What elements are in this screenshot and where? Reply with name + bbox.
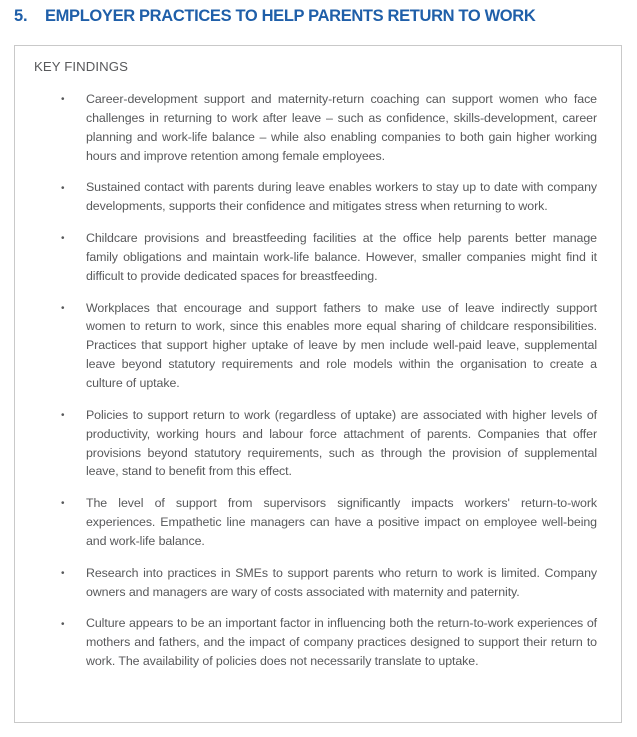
list-item-text: The level of support from supervisors significantly impacts workers' return-to-work experiences. Empathetic line managers can have a positive impact on employee well-being and work-life balance. <box>86 496 597 548</box>
bullet-icon <box>61 178 64 197</box>
bullet-icon <box>61 494 64 513</box>
list-item-text: Culture appears to be an important factor in influencing both the return-to-work experiences of mothers and fathers, and the impact of company practices designed to support their return to work. The availability of policies does not necessarily translate to uptake. <box>86 616 597 669</box>
bullet-icon <box>61 406 64 425</box>
list-item <box>29 90 607 165</box>
list-item <box>29 614 607 671</box>
list-item <box>29 178 607 216</box>
section-heading <box>0 7 637 26</box>
key-findings-list <box>29 90 607 671</box>
key-findings-title: KEY FINDINGS <box>34 59 129 74</box>
list-item <box>29 299 607 393</box>
list-item <box>29 406 607 481</box>
bullet-icon <box>61 90 64 109</box>
list-item <box>29 229 607 286</box>
list-item <box>29 494 607 551</box>
list-item <box>29 564 607 602</box>
bullet-icon <box>61 614 64 633</box>
list-item-text: Childcare provisions and breastfeeding facilities at the office help parents better manage family obligations and maintain work-life balance. However, smaller companies might find it difficult to provide dedicated spaces for breastfeeding. <box>86 231 597 283</box>
list-item-text: Policies to support return to work (regardless of uptake) are associated with higher levels of productivity, working hours and labour force attachment of parents. Companies that offer provisions beyond statutory requirements, such as through the provision of supplemental leave, stand to benefit from this effect. <box>86 407 597 479</box>
key-findings-box <box>14 45 622 723</box>
list-item-text: Workplaces that encourage and support fathers to make use of leave indirectly support women to return to work, since this enables more equal sharing of childcare responsibilities. Practices that support higher uptake of leave by men include well-paid leave, supplemental leave beyond statutory requirements and role models within the organisation to create a culture of uptake. <box>86 300 597 390</box>
bullet-icon <box>61 564 64 583</box>
list-item-text: Research into practices in SMEs to support parents who return to work is limited. Company owners and managers are wary of costs associated with maternity and paternity. <box>86 565 597 599</box>
list-item-text: Career-development support and maternity-return coaching can support women who face challenges in returning to work after leave – such as confidence, skills-development, career planning and work-life balance – while also enabling companies to both gain higher working hours and improve retention among female employees. <box>86 92 597 163</box>
bullet-icon <box>61 299 64 318</box>
page-title: EMPLOYER PRACTICES TO HELP PARENTS RETURN TO WORK <box>45 7 536 25</box>
bullet-icon <box>61 229 64 248</box>
section-number: 5. <box>14 7 28 25</box>
list-item-text: Sustained contact with parents during leave enables workers to stay up to date with company developments, supports their confidence and mitigates stress when returning to work. <box>86 180 597 214</box>
